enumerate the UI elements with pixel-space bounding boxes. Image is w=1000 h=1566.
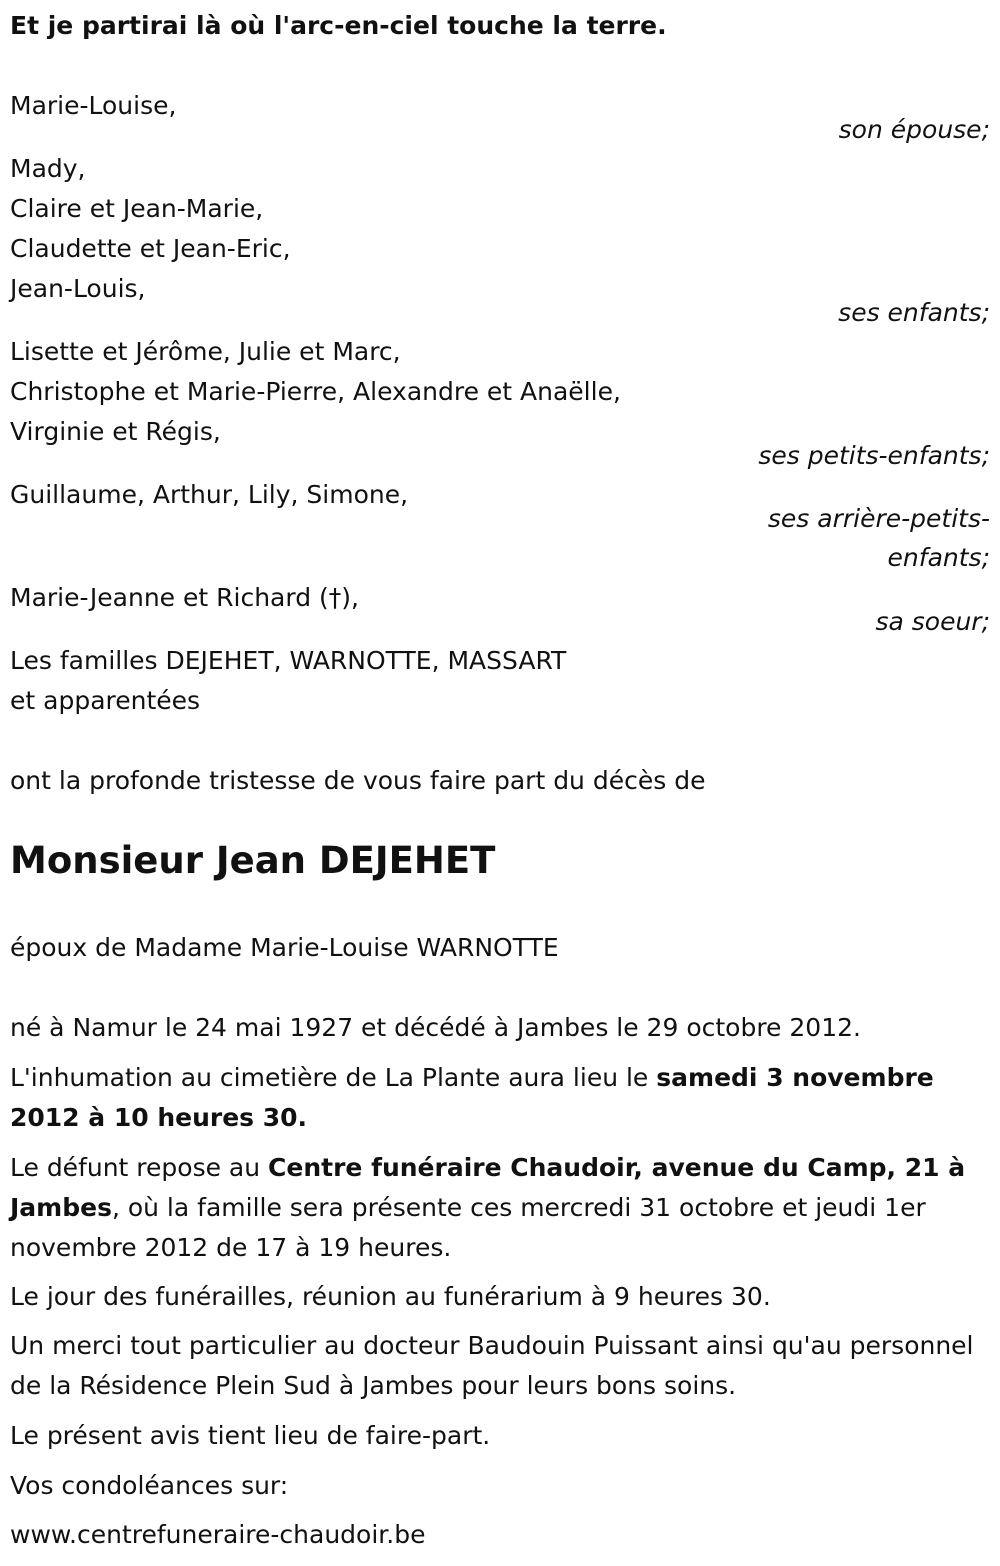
condolences-label: Vos condoléances sur: — [10, 1471, 289, 1500]
paragraph-website — [10, 1515, 990, 1555]
paragraph-burial — [10, 1058, 990, 1138]
family-name-line: et apparentées — [10, 686, 201, 715]
relation-children: ses enfants; — [838, 298, 990, 327]
paragraph-thanks — [10, 1326, 990, 1406]
meeting-text: Le jour des funérailles, réunion au funérarium à 9 heures 30. — [10, 1282, 771, 1311]
family-name-line: Lisette et Jérôme, Julie et Marc, — [10, 337, 401, 366]
paragraph-notice — [10, 1416, 990, 1456]
family-name-line: Christophe et Marie-Pierre, Alexandre et Anaëlle, — [10, 377, 621, 406]
thanks-text: Un merci tout particulier au docteur Baudouin Puissant ainsi qu'au personnel de la Résidence Plein Sud à Jambes pour leurs bons soins. — [10, 1331, 974, 1400]
birth-death-text: né à Namur le 24 mai 1927 et décédé à Jambes le 29 octobre 2012. — [10, 1013, 861, 1042]
family-name-line: Jean-Louis, — [10, 274, 146, 303]
website-link[interactable]: www.centrefuneraire-chaudoir.be — [10, 1520, 426, 1549]
relation-great-grandchildren-line2: enfants; — [887, 543, 990, 572]
spouse-of — [10, 928, 990, 968]
burial-text: L'inhumation au cimetière de La Plante aura lieu le — [10, 1063, 657, 1092]
family-name-line: Virginie et Régis, — [10, 417, 221, 446]
deceased-name-text: Monsieur Jean DEJEHET — [10, 839, 496, 882]
rest-details: , où la famille sera présente ces mercredi 31 octobre et jeudi 1er novembre 2012 de 17 à 19 heures. — [10, 1193, 926, 1262]
family-name-line: Marie-Louise, — [10, 91, 177, 120]
announcement-text: ont la profonde tristesse de vous faire part du décès de — [10, 766, 706, 795]
deceased-name — [10, 838, 990, 884]
epigraph-text: Et je partirai là où l'arc-en-ciel touche la terre. — [10, 11, 667, 40]
rest-text: Le défunt repose au — [10, 1153, 269, 1182]
family-name-line: Marie-Jeanne et Richard (†), — [10, 583, 359, 612]
family-children-names — [10, 149, 990, 309]
notice-text: Le présent avis tient lieu de faire-part. — [10, 1421, 491, 1450]
relation-grandchildren: ses petits-enfants; — [758, 441, 990, 470]
spouse-of-text: époux de Madame Marie-Louise WARNOTTE — [10, 933, 559, 962]
family-name-line: Les familles DEJEHET, WARNOTTE, MASSART — [10, 646, 567, 675]
paragraph-condolences — [10, 1466, 990, 1506]
rest-location: Centre funéraire Chaudoir, avenue du Camp, 21 à Jambes — [10, 1153, 966, 1222]
relation-great-grandchildren-line1: ses arrière-petits- — [767, 504, 990, 533]
family-name-line: Claudette et Jean-Eric, — [10, 234, 291, 263]
family-grandchildren-names — [10, 332, 990, 452]
family-name-line: Guillaume, Arthur, Lily, Simone, — [10, 480, 409, 509]
relation-spouse: son épouse; — [838, 115, 990, 144]
paragraph-meeting — [10, 1277, 990, 1317]
paragraph-birth-death — [10, 1008, 990, 1048]
family-others-names — [10, 641, 990, 721]
family-name-line: Mady, — [10, 154, 86, 183]
family-name-line: Claire et Jean-Marie, — [10, 194, 264, 223]
epigraph — [10, 6, 990, 46]
burial-date: samedi 3 novembre 2012 à 10 heures 30. — [10, 1063, 934, 1132]
announcement — [10, 761, 990, 801]
paragraph-rest — [10, 1148, 990, 1268]
family-sister-names — [10, 578, 990, 618]
relation-sister: sa soeur; — [875, 607, 990, 636]
